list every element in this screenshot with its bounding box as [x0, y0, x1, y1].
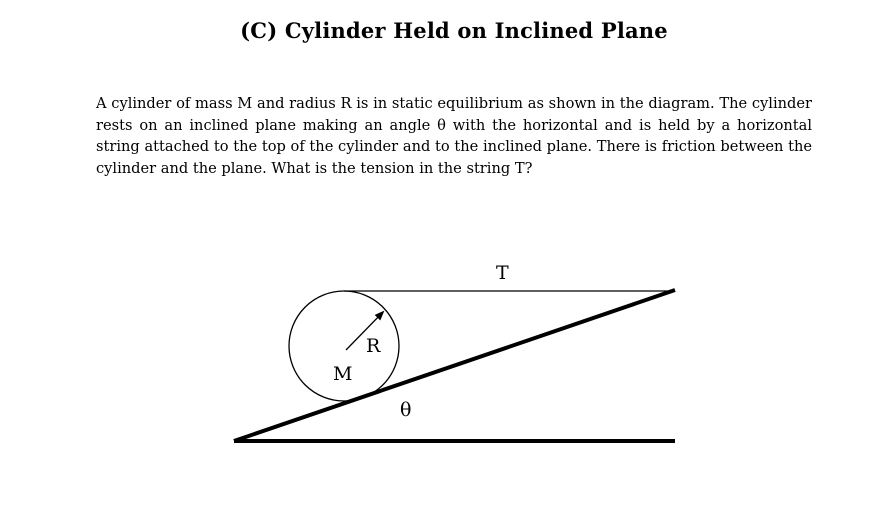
problem-statement: A cylinder of mass M and radius R is in static equilibrium as shown in the diagram. The cylinder rests on an inclined plane making an angle θ with the horizontal and is held by a horizontal string attached to the top of the cylinder and to the inclined plane. There is friction between the cylinder and the plane. What is the tension in the string T? [96, 95, 812, 177]
angle-label: θ [400, 399, 412, 421]
mass-label: M [333, 363, 353, 385]
tension-label: T [496, 262, 509, 284]
radius-label: R [366, 335, 381, 357]
section-title: (C) Cylinder Held on Inclined Plane [240, 18, 668, 43]
